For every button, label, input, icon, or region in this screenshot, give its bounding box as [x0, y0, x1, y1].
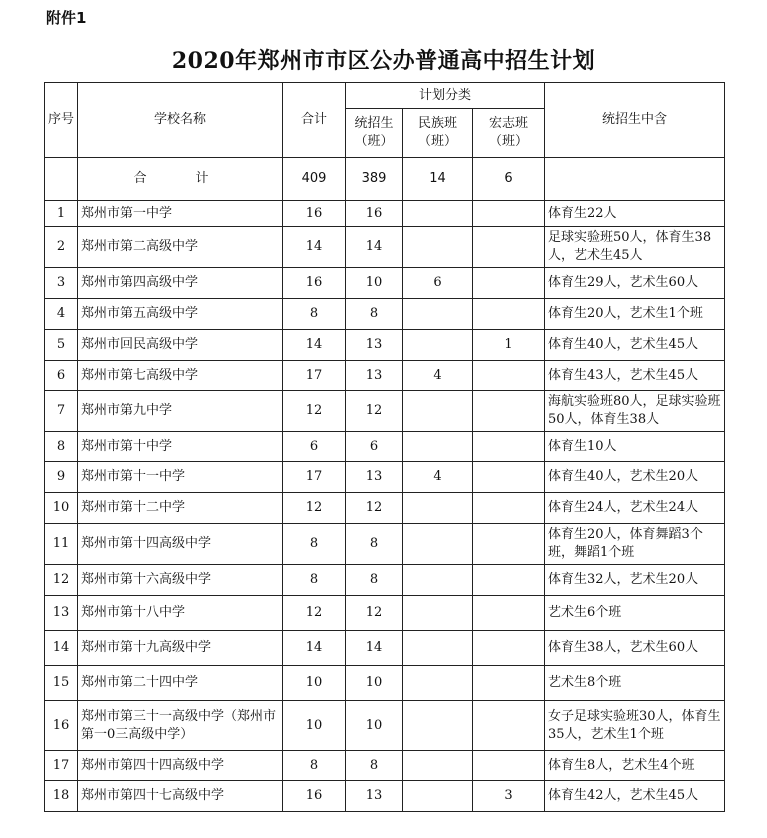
row-note: 体育生22人 — [545, 201, 725, 227]
row-total: 10 — [283, 701, 346, 751]
header-unified: 统招生（班） — [346, 109, 403, 158]
row-note: 体育生40人，艺术生45人 — [545, 330, 725, 361]
table-row — [45, 631, 725, 666]
row-ethnic — [403, 751, 473, 781]
row-hongzhi — [473, 201, 545, 227]
total-label: 合 计 — [78, 158, 283, 201]
row-ethnic — [403, 201, 473, 227]
row-unified: 14 — [346, 631, 403, 666]
row-note: 艺术生8个班 — [545, 666, 725, 701]
row-hongzhi — [473, 227, 545, 268]
row-seq: 10 — [45, 493, 78, 524]
row-hongzhi — [473, 391, 545, 432]
table-row — [45, 524, 725, 565]
row-unified: 10 — [346, 666, 403, 701]
row-note: 体育生29人，艺术生60人 — [545, 268, 725, 299]
row-hongzhi — [473, 299, 545, 330]
row-school: 郑州市第十六高级中学 — [78, 565, 283, 596]
attachment-label: 附件1 — [46, 9, 87, 27]
table-row — [45, 391, 725, 432]
row-ethnic — [403, 781, 473, 812]
row-seq: 8 — [45, 432, 78, 462]
row-unified: 13 — [346, 330, 403, 361]
row-total: 16 — [283, 781, 346, 812]
row-hongzhi — [473, 596, 545, 631]
row-school: 郑州市第七高级中学 — [78, 361, 283, 391]
row-note: 体育生43人，艺术生45人 — [545, 361, 725, 391]
row-note: 体育生10人 — [545, 432, 725, 462]
row-hongzhi: 3 — [473, 781, 545, 812]
table-row — [45, 330, 725, 361]
header-plan-category: 计划分类 — [346, 83, 545, 109]
row-note: 女子足球实验班30人，体育生35人，艺术生1个班 — [545, 701, 725, 751]
row-unified: 12 — [346, 596, 403, 631]
row-school: 郑州市第三十一高级中学（郑州市第一0三高级中学） — [78, 701, 283, 751]
row-school: 郑州市第二十四中学 — [78, 666, 283, 701]
row-ethnic — [403, 565, 473, 596]
row-ethnic — [403, 631, 473, 666]
table-row — [45, 493, 725, 524]
row-unified: 8 — [346, 299, 403, 330]
row-unified: 10 — [346, 701, 403, 751]
row-note: 体育生42人，艺术生45人 — [545, 781, 725, 812]
row-hongzhi — [473, 268, 545, 299]
row-hongzhi — [473, 524, 545, 565]
row-note: 体育生20人，艺术生1个班 — [545, 299, 725, 330]
row-seq: 6 — [45, 361, 78, 391]
row-unified: 10 — [346, 268, 403, 299]
table-row — [45, 361, 725, 391]
row-unified: 8 — [346, 565, 403, 596]
row-ethnic — [403, 493, 473, 524]
row-seq: 13 — [45, 596, 78, 631]
row-total: 12 — [283, 493, 346, 524]
row-school: 郑州市第十九高级中学 — [78, 631, 283, 666]
total-row — [45, 158, 725, 201]
row-ethnic: 6 — [403, 268, 473, 299]
row-ethnic: 4 — [403, 361, 473, 391]
row-school: 郑州市第十四高级中学 — [78, 524, 283, 565]
row-unified: 6 — [346, 432, 403, 462]
row-unified: 13 — [346, 462, 403, 493]
row-note: 艺术生6个班 — [545, 596, 725, 631]
table-row — [45, 751, 725, 781]
row-note: 海航实验班80人，足球实验班50人，体育生38人 — [545, 391, 725, 432]
row-hongzhi — [473, 462, 545, 493]
row-hongzhi: 1 — [473, 330, 545, 361]
row-school: 郑州市第一中学 — [78, 201, 283, 227]
row-seq: 3 — [45, 268, 78, 299]
row-seq: 15 — [45, 666, 78, 701]
row-seq: 4 — [45, 299, 78, 330]
row-total: 8 — [283, 524, 346, 565]
row-note: 足球实验班50人，体育生38人，艺术生45人 — [545, 227, 725, 268]
row-seq: 14 — [45, 631, 78, 666]
row-hongzhi — [473, 432, 545, 462]
row-total: 12 — [283, 391, 346, 432]
row-school: 郑州市第十一中学 — [78, 462, 283, 493]
row-ethnic — [403, 299, 473, 330]
row-hongzhi — [473, 565, 545, 596]
row-seq: 9 — [45, 462, 78, 493]
table-row — [45, 268, 725, 299]
row-ethnic — [403, 330, 473, 361]
row-hongzhi — [473, 493, 545, 524]
row-note: 体育生24人，艺术生24人 — [545, 493, 725, 524]
row-total: 14 — [283, 631, 346, 666]
document-title: 2020年郑州市市区公办普通高中招生计划 — [171, 48, 596, 74]
row-total: 17 — [283, 361, 346, 391]
row-hongzhi — [473, 701, 545, 751]
row-unified: 12 — [346, 391, 403, 432]
row-seq: 5 — [45, 330, 78, 361]
header-hongzhi: 宏志班（班） — [473, 109, 545, 158]
row-total: 14 — [283, 330, 346, 361]
row-total: 16 — [283, 268, 346, 299]
header-includes: 统招生中含 — [545, 83, 725, 158]
row-hongzhi — [473, 666, 545, 701]
table-row — [45, 666, 725, 701]
row-ethnic — [403, 227, 473, 268]
table-row — [45, 432, 725, 462]
row-note: 体育生8人，艺术生4个班 — [545, 751, 725, 781]
row-school: 郑州市第十中学 — [78, 432, 283, 462]
row-unified: 16 — [346, 201, 403, 227]
table-row — [45, 565, 725, 596]
row-ethnic — [403, 701, 473, 751]
row-ethnic — [403, 596, 473, 631]
row-note: 体育生32人，艺术生20人 — [545, 565, 725, 596]
row-seq: 11 — [45, 524, 78, 565]
total-ethnic: 14 — [403, 158, 473, 201]
row-seq: 7 — [45, 391, 78, 432]
row-total: 10 — [283, 666, 346, 701]
row-school: 郑州市第五高级中学 — [78, 299, 283, 330]
row-ethnic: 4 — [403, 462, 473, 493]
row-total: 6 — [283, 432, 346, 462]
row-hongzhi — [473, 751, 545, 781]
row-ethnic — [403, 391, 473, 432]
row-unified: 13 — [346, 781, 403, 812]
header-seq: 序号 — [45, 83, 78, 158]
table-row — [45, 201, 725, 227]
row-note: 体育生40人，艺术生20人 — [545, 462, 725, 493]
header-total: 合计 — [283, 83, 346, 158]
row-seq: 17 — [45, 751, 78, 781]
row-total: 17 — [283, 462, 346, 493]
row-school: 郑州市第十二中学 — [78, 493, 283, 524]
row-school: 郑州市第十八中学 — [78, 596, 283, 631]
table-row — [45, 299, 725, 330]
table-row — [45, 701, 725, 751]
header-school: 学校名称 — [78, 83, 283, 158]
row-ethnic — [403, 524, 473, 565]
row-unified: 8 — [346, 751, 403, 781]
row-ethnic — [403, 666, 473, 701]
row-note: 体育生38人，艺术生60人 — [545, 631, 725, 666]
row-hongzhi — [473, 361, 545, 391]
table-row — [45, 227, 725, 268]
table-row — [45, 781, 725, 812]
row-seq: 16 — [45, 701, 78, 751]
row-unified: 14 — [346, 227, 403, 268]
row-total: 12 — [283, 596, 346, 631]
row-total: 8 — [283, 565, 346, 596]
row-unified: 13 — [346, 361, 403, 391]
row-school: 郑州市第四高级中学 — [78, 268, 283, 299]
row-unified: 8 — [346, 524, 403, 565]
row-ethnic — [403, 432, 473, 462]
row-hongzhi — [473, 631, 545, 666]
row-seq: 2 — [45, 227, 78, 268]
table-row — [45, 596, 725, 631]
row-note: 体育生20人，体育舞蹈3个班，舞蹈1个班 — [545, 524, 725, 565]
row-school: 郑州市第九中学 — [78, 391, 283, 432]
row-total: 16 — [283, 201, 346, 227]
total-hongzhi: 6 — [473, 158, 545, 201]
row-seq: 12 — [45, 565, 78, 596]
enrollment-plan-table — [44, 82, 725, 812]
row-school: 郑州市回民高级中学 — [78, 330, 283, 361]
row-seq: 18 — [45, 781, 78, 812]
row-school: 郑州市第二高级中学 — [78, 227, 283, 268]
total-unified: 389 — [346, 158, 403, 201]
row-total: 8 — [283, 299, 346, 330]
row-total: 8 — [283, 751, 346, 781]
row-total: 14 — [283, 227, 346, 268]
row-school: 郑州市第四十四高级中学 — [78, 751, 283, 781]
table-row — [45, 462, 725, 493]
row-seq: 1 — [45, 201, 78, 227]
header-ethnic: 民族班（班） — [403, 109, 473, 158]
total-total: 409 — [283, 158, 346, 201]
row-unified: 12 — [346, 493, 403, 524]
row-school: 郑州市第四十七高级中学 — [78, 781, 283, 812]
